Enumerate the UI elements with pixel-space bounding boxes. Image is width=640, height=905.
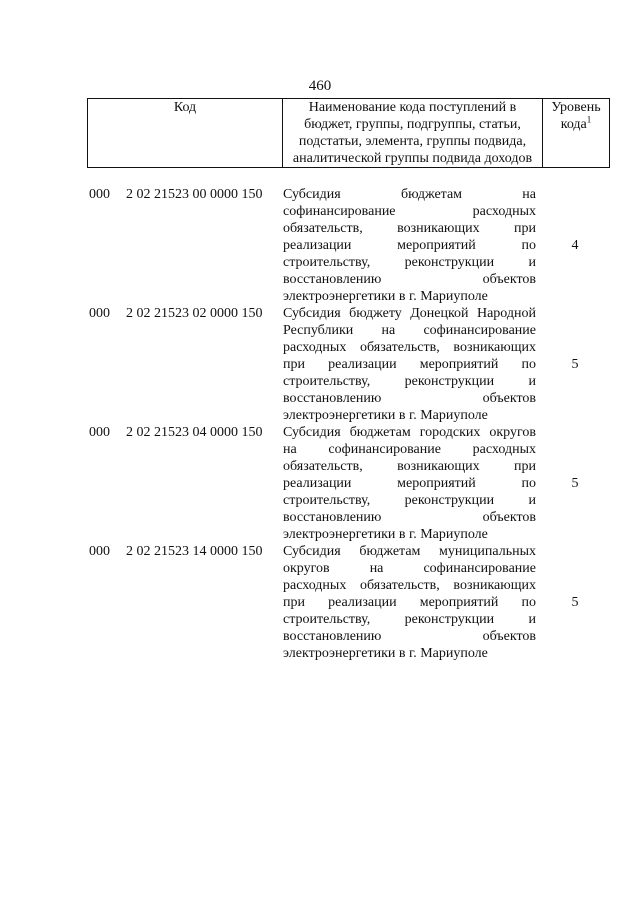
- table-body: [0, 186, 640, 662]
- revenue-name-line: расходных обязательств, возникающих: [283, 578, 536, 593]
- code-level-cell: 5: [571, 476, 579, 491]
- revenue-name-line: Субсидия бюджетам на: [283, 187, 536, 202]
- revenue-name-line: строительству, реконструкции и: [283, 493, 536, 508]
- revenue-name-cell: [283, 186, 536, 305]
- admin-code-cell: 000: [89, 544, 110, 559]
- page-number: 460: [308, 78, 332, 94]
- revenue-name-line: на софинансирование расходных: [283, 442, 536, 457]
- code-level-cell: 4: [571, 238, 579, 253]
- revenue-name-line: Субсидия бюджетам муниципальных: [283, 544, 536, 559]
- revenue-code-cell: 2 02 21523 04 0000 150: [126, 425, 263, 440]
- revenue-name-line: восстановлению объектов: [283, 272, 536, 287]
- revenue-name-line: электроэнергетики в г. Мариуполе: [283, 646, 488, 661]
- revenue-name-line: Республики на софинансирование: [283, 323, 536, 338]
- revenue-name-line: строительству, реконструкции и: [283, 612, 536, 627]
- revenue-name-line: восстановлению объектов: [283, 510, 536, 525]
- revenue-name-cell: [283, 305, 536, 424]
- table-row: [0, 424, 640, 543]
- revenue-name-line: обязательств, возникающих при: [283, 221, 536, 236]
- table-row: [0, 186, 640, 305]
- footnote-marker: 1: [586, 114, 592, 125]
- revenue-name-line: при реализации мероприятий по: [283, 595, 536, 610]
- code-level-cell: 5: [571, 595, 579, 610]
- revenue-name-cell: [283, 424, 536, 543]
- revenue-name-line: при реализации мероприятий по: [283, 357, 536, 372]
- revenue-code-cell: 2 02 21523 02 0000 150: [126, 306, 263, 321]
- revenue-name-line: Субсидия бюджету Донецкой Народной: [283, 306, 536, 321]
- table-row: [0, 543, 640, 662]
- column-header-name-line: бюджет, группы, подгруппы, статьи,: [304, 117, 521, 132]
- column-header-name: [283, 99, 543, 168]
- revenue-name-line: софинансирование расходных: [283, 204, 536, 219]
- column-header-code: [88, 99, 283, 168]
- column-header-name-line: Наименование кода поступлений в: [308, 100, 517, 115]
- table-header: [87, 98, 610, 168]
- column-header-code-label: Код: [173, 100, 197, 115]
- revenue-name-line: реализации мероприятий по: [283, 476, 536, 491]
- revenue-name-cell: [283, 543, 536, 662]
- table-row: [0, 305, 640, 424]
- revenue-name-line: обязательств, возникающих при: [283, 459, 536, 474]
- revenue-name-line: электроэнергетики в г. Мариуполе: [283, 408, 488, 423]
- column-header-name-line: подстатьи, элемента, группы подвида,: [298, 134, 527, 149]
- revenue-name-line: электроэнергетики в г. Мариуполе: [283, 289, 488, 304]
- revenue-name-line: реализации мероприятий по: [283, 238, 536, 253]
- column-header-level: [543, 99, 610, 168]
- revenue-name-line: строительству, реконструкции и: [283, 255, 536, 270]
- revenue-name-line: восстановлению объектов: [283, 629, 536, 644]
- admin-code-cell: 000: [89, 187, 110, 202]
- revenue-name-line: расходных обязательств, возникающих: [283, 340, 536, 355]
- column-header-level-line1: Уровень: [551, 100, 601, 115]
- column-header-name-line: аналитической группы подвида доходов: [292, 151, 533, 166]
- revenue-name-line: электроэнергетики в г. Мариуполе: [283, 527, 488, 542]
- revenue-code-cell: 2 02 21523 14 0000 150: [126, 544, 263, 559]
- code-level-cell: 5: [571, 357, 579, 372]
- revenue-name-line: округов на софинансирование: [283, 561, 536, 576]
- revenue-name-line: строительству, реконструкции и: [283, 374, 536, 389]
- revenue-code-cell: 2 02 21523 00 0000 150: [126, 187, 263, 202]
- admin-code-cell: 000: [89, 306, 110, 321]
- revenue-name-line: Субсидия бюджетам городских округов: [283, 425, 536, 440]
- column-header-level-line2: кода: [560, 117, 587, 132]
- revenue-name-line: восстановлению объектов: [283, 391, 536, 406]
- admin-code-cell: 000: [89, 425, 110, 440]
